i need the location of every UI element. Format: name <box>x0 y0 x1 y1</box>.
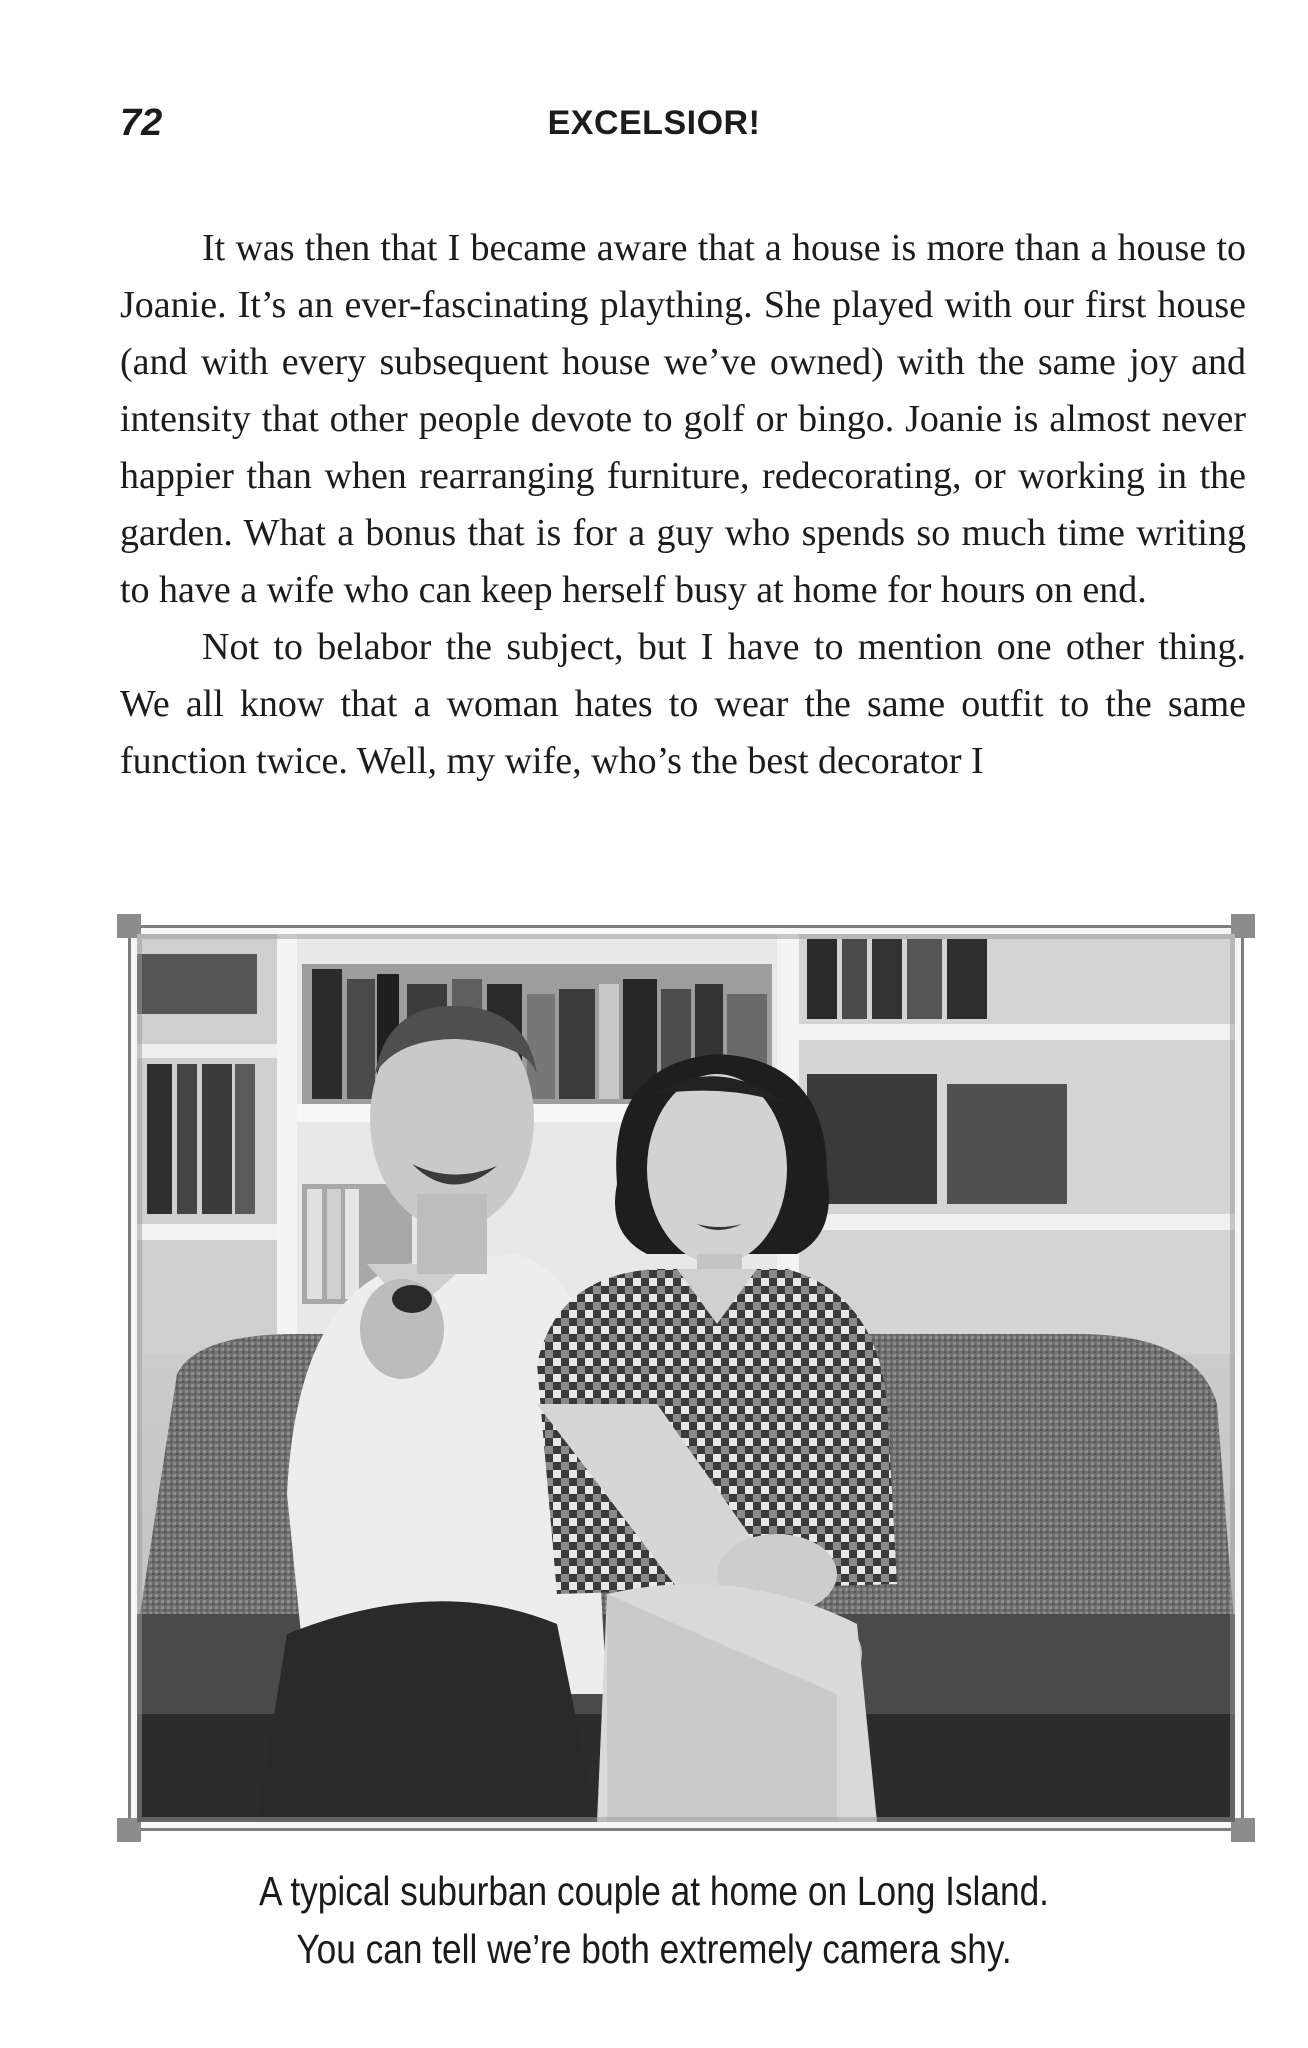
caption-line: You can tell we’re both extremely camera shy. <box>296 1926 1012 1972</box>
paragraph: It was then that I became aware that a house is more than a house to Joanie. It’s an ever-fascinating plaything. She played with our first house (and with every subsequent house we’ve owned) with the same joy and intensity that other people devote to golf or bingo. Joanie is almost never happier than when rearranging furniture, redecorating, or working in the garden. What a bonus that is for a guy who spends so much time writing to have a wife who can keep herself busy at home for hours on end. <box>120 227 1246 611</box>
photo-illustration <box>137 934 1235 1822</box>
caption-line: A typical suburban couple at home on Long Island. <box>259 1868 1049 1914</box>
running-title: EXCELSIOR! <box>547 104 761 142</box>
photograph-couple-on-sofa <box>137 934 1235 1822</box>
paragraph: Not to belabor the subject, but I have to mention one other thing. We all know that a woman hates to wear the same outfit to the same function twice. Well, my wife, who’s the best decorator I <box>120 626 1246 782</box>
page-number: 72 <box>120 102 163 144</box>
body-text <box>120 220 1246 790</box>
photo-frame <box>128 925 1244 1831</box>
figure-caption <box>0 1862 1308 1978</box>
